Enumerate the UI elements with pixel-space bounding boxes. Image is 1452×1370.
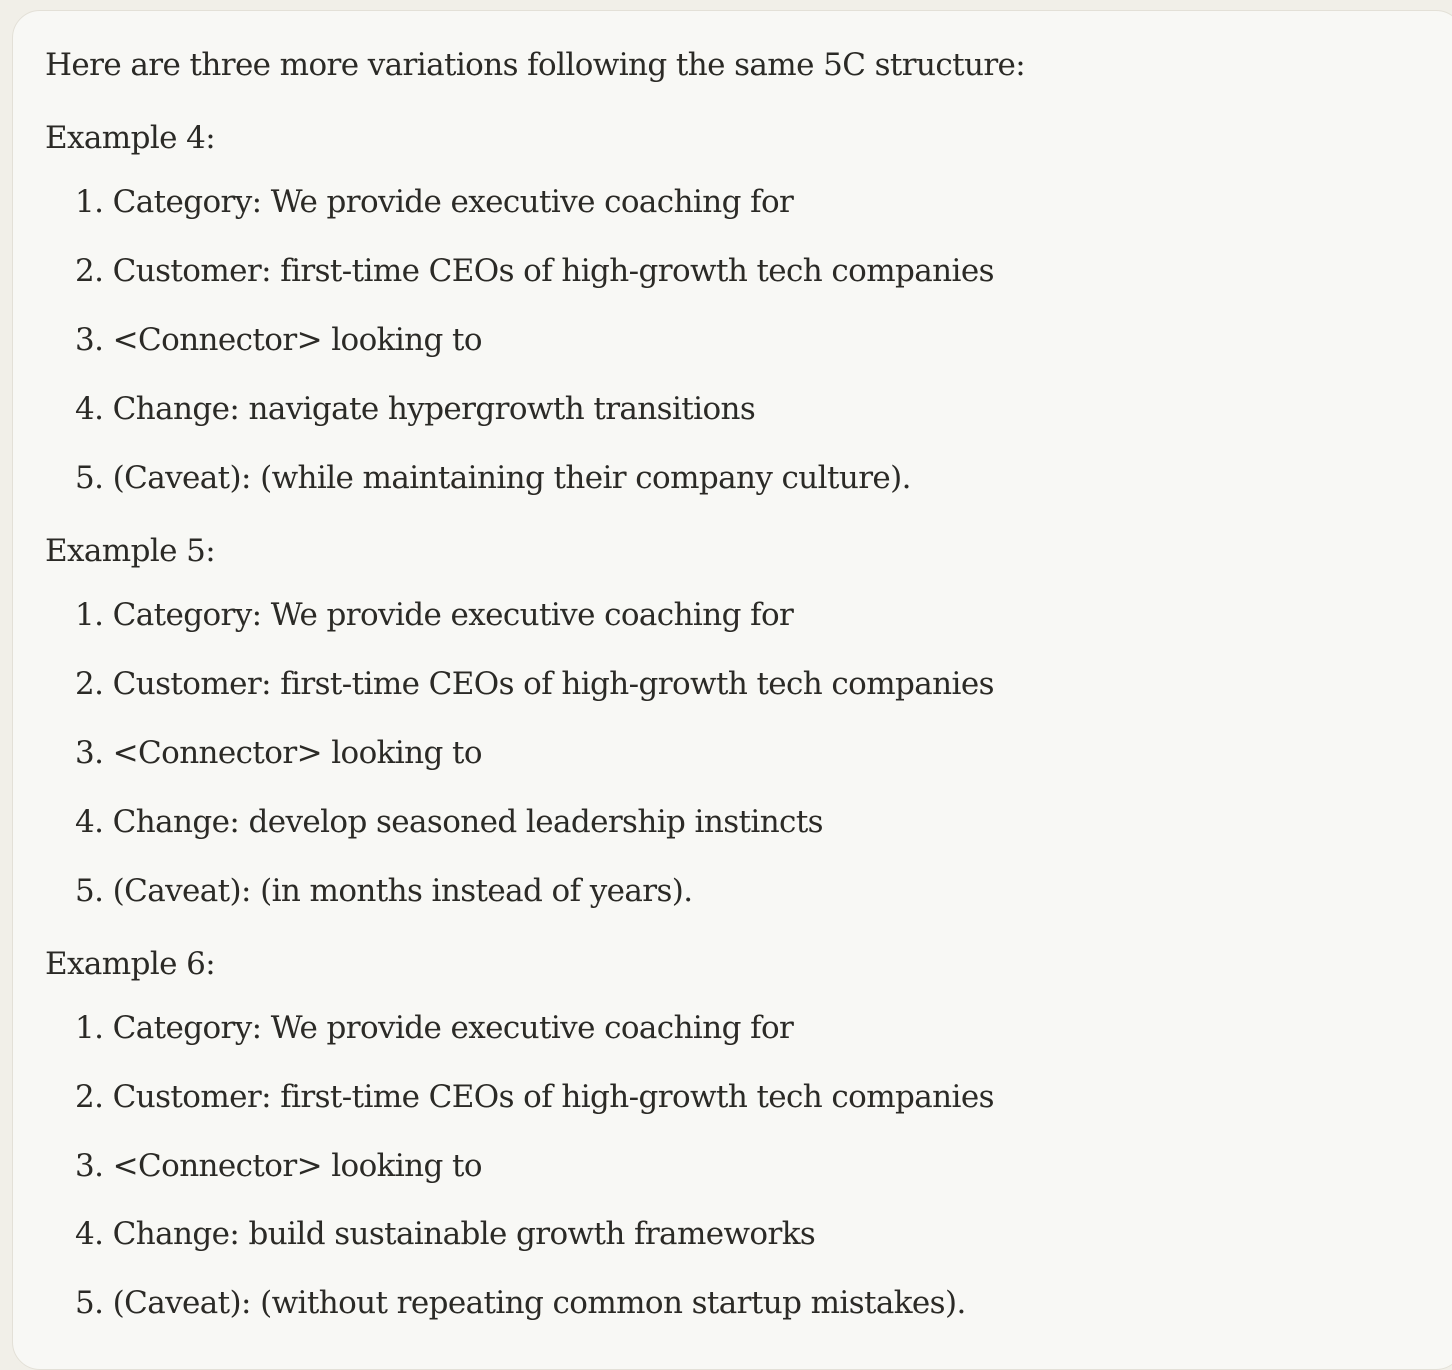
list-item: 2. Customer: first-time CEOs of high-growth tech companies: [75, 1079, 994, 1115]
list-item: 3. <Connector> looking to: [75, 735, 482, 771]
example-heading: Example 5:: [45, 533, 216, 569]
list-item: 1. Category: We provide executive coaching for: [75, 184, 794, 220]
list-item: 4. Change: build sustainable growth frameworks: [75, 1216, 816, 1252]
list-item: 5. (Caveat): (while maintaining their company culture).: [75, 460, 911, 496]
list-item: 5. (Caveat): (without repeating common startup mistakes).: [75, 1285, 966, 1321]
message-card: [12, 10, 1452, 1370]
list-item: 3. <Connector> looking to: [75, 322, 482, 358]
list-item: 2. Customer: first-time CEOs of high-growth tech companies: [75, 253, 994, 289]
list-item: 1. Category: We provide executive coaching for: [75, 1010, 794, 1046]
list-item: 1. Category: We provide executive coaching for: [75, 597, 794, 633]
list-item: 2. Customer: first-time CEOs of high-growth tech companies: [75, 666, 994, 702]
list-item: 3. <Connector> looking to: [75, 1148, 482, 1184]
example-heading: Example 4:: [45, 120, 216, 156]
intro-text: Here are three more variations following the same 5C structure:: [45, 47, 1026, 83]
list-item: 4. Change: develop seasoned leadership instincts: [75, 804, 823, 840]
list-item: 4. Change: navigate hypergrowth transitions: [75, 391, 756, 427]
example-heading: Example 6:: [45, 946, 216, 982]
list-item: 5. (Caveat): (in months instead of years).: [75, 873, 693, 909]
